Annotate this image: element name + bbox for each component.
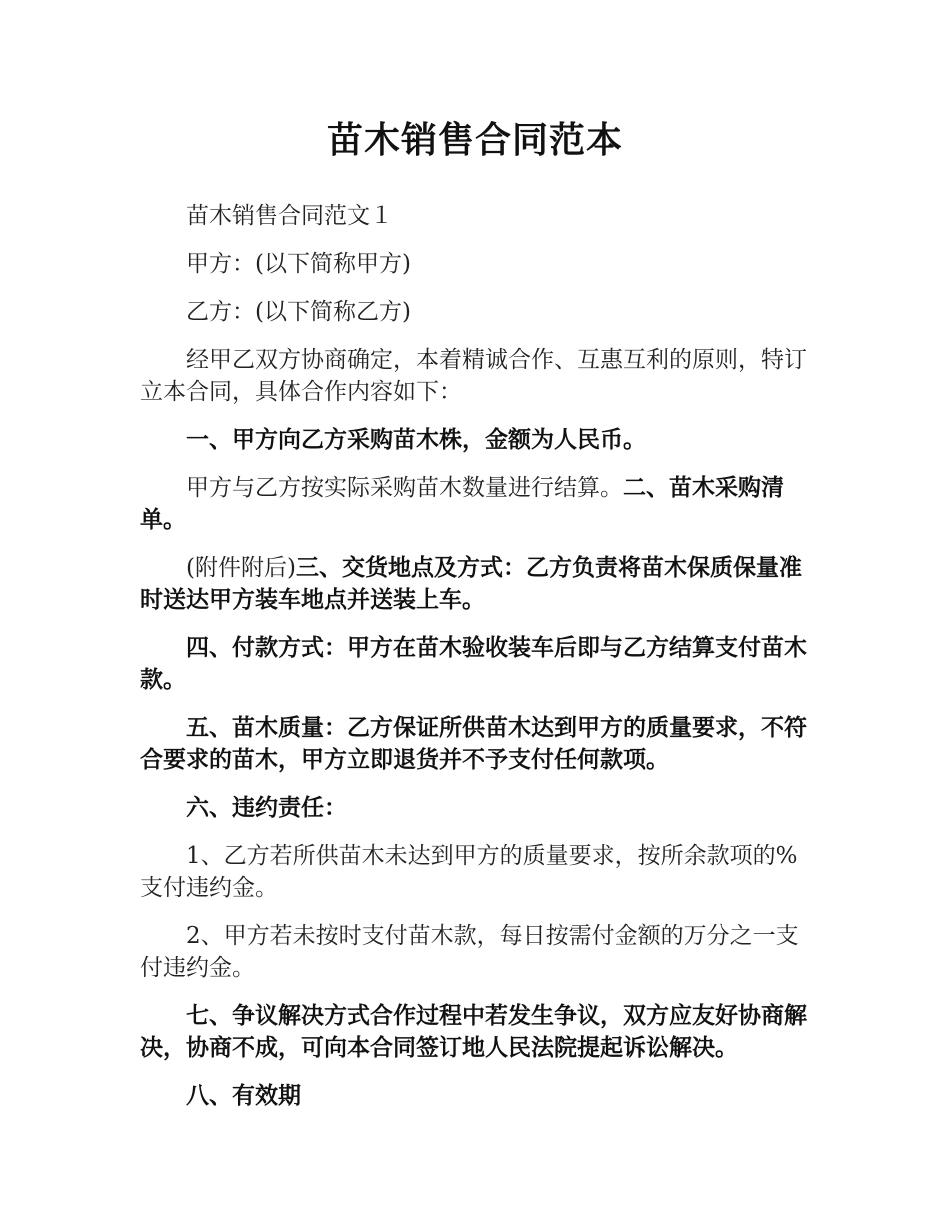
paragraph (140, 200, 820, 232)
bold-text-run: 四、付款方式：甲方在苗木验收装车后即与乙方结算支付苗木款。 (140, 635, 807, 693)
document-body (140, 200, 820, 1128)
paragraph (140, 840, 820, 904)
document-title: 苗木销售合同范本 (326, 120, 623, 161)
bold-text-run: 八、有效期 (186, 1083, 301, 1109)
paragraph (140, 632, 820, 696)
paragraph (140, 344, 820, 408)
paragraph (140, 1000, 820, 1064)
paragraph (140, 552, 820, 616)
paragraph (140, 424, 820, 456)
bold-text-run: 七、争议解决方式合作过程中若发生争议，双方应友好协商解决，协商不成，可向本合同签订地人民法院提起诉讼解决。 (140, 1003, 807, 1061)
paragraph (140, 920, 820, 984)
bold-text-run: 六、违约责任： (186, 795, 347, 821)
text-run: 1、乙方若所供苗木未达到甲方的质量要求，按所余款项的%支付违约金。 (140, 843, 798, 901)
text-run: 乙方：(以下简称乙方) (186, 299, 411, 325)
paragraph (140, 712, 820, 776)
paragraph (140, 472, 820, 536)
text-run: 2、甲方若未按时支付苗木款，每日按需付金额的万分之一支付违约金。 (140, 923, 799, 981)
text-run: 甲方与乙方按实际采购苗木数量进行结算。 (186, 475, 623, 501)
paragraph (140, 792, 820, 824)
bold-text-run: 一、甲方向乙方采购苗木株，金额为人民币。 (186, 427, 646, 453)
paragraph (140, 248, 820, 280)
text-run: 经甲乙双方协商确定，本着精诚合作、互惠互利的原则，特订立本合同，具体合作内容如下： (140, 347, 807, 405)
text-run: 甲方：(以下简称甲方) (186, 251, 411, 277)
text-run: 苗木销售合同范文１ (186, 203, 393, 229)
bold-text-run: 五、苗木质量：乙方保证所供苗木达到甲方的质量要求，不符合要求的苗木，甲方立即退货并不予支付任何款项。 (140, 715, 807, 773)
paragraph (140, 1080, 820, 1112)
bold-text-run: 三、交货地点及方式：乙方负责将苗木保质保量准时送达甲方装车地点并送装上车。 (140, 555, 802, 613)
paragraph (140, 296, 820, 328)
text-run: (附件附后) (186, 555, 296, 581)
bold-text-run: 二、苗木采购清单。 (140, 475, 784, 533)
